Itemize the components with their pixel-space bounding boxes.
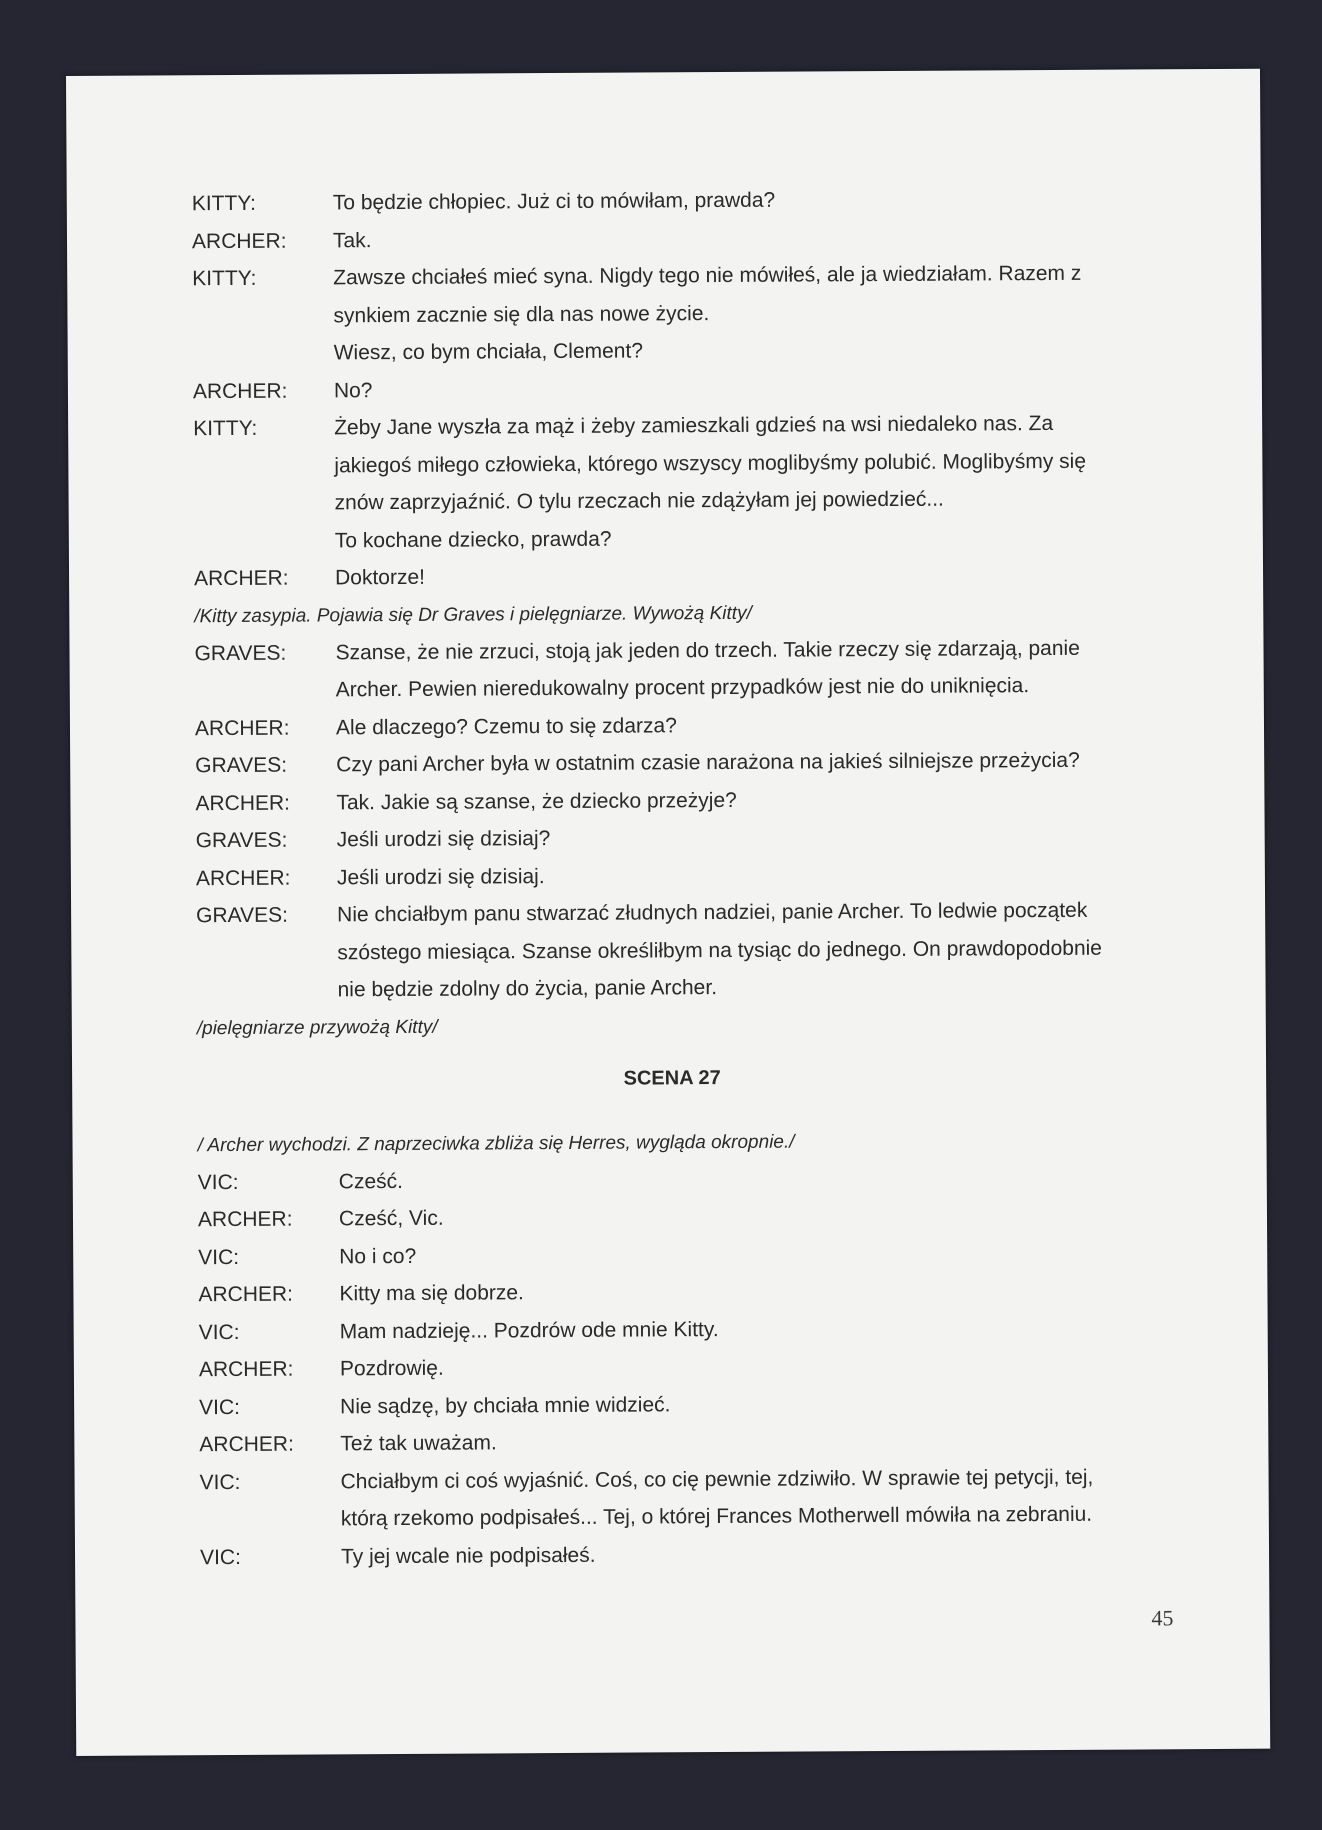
page-number: 45 — [1151, 1605, 1174, 1631]
dialogue-line: Mam nadzieję... Pozdrów ode mnie Kitty. — [339, 1317, 719, 1343]
speaker-name: KITTY: — [193, 416, 258, 441]
dialogue-text — [337, 854, 1146, 896]
dialogue-row — [199, 1383, 1149, 1426]
dialogue-row — [198, 1195, 1148, 1238]
dialogue-line: którą rzekomo podpisałeś... Tej, o której Frances Motherwell mówiła na zebraniu. — [340, 1502, 1093, 1531]
dialogue-line: Tak. — [332, 228, 372, 252]
speaker-name: ARCHER: — [198, 1357, 294, 1382]
dialogue-line: jakiegoś miłego człowieka, którego wszyscy moglibyśmy polubić. Moglibyśmy się — [334, 449, 1087, 477]
dialogue-row — [199, 1345, 1149, 1388]
dialogue-text — [334, 367, 1143, 409]
dialogue-line: To kochane dziecko, prawda? — [334, 527, 612, 552]
dialogue-text — [339, 1270, 1148, 1312]
dialogue-row — [192, 254, 1143, 372]
speaker-name: VIC: — [199, 1470, 241, 1494]
speaker-name: GRAVES: — [195, 753, 288, 778]
dialogue-text — [340, 1383, 1149, 1425]
dialogue-row — [200, 1533, 1150, 1576]
dialogue-text — [339, 1158, 1148, 1200]
dialogue-line: Żeby Jane wyszła za mąż i żeby zamieszkali gdzieś na wsi niedaleko nas. Za — [334, 411, 1054, 440]
scene-heading: SCENA 27 — [623, 1066, 721, 1090]
dialogue-row — [193, 404, 1144, 560]
dialogue-line: nie będzie zdolny do życia, panie Archer. — [337, 976, 718, 1002]
dialogue-row — [192, 217, 1142, 260]
speaker-name: VIC: — [199, 1395, 241, 1419]
dialogue-line: Ale dlaczego? Czemu to się zdarza? — [335, 713, 677, 739]
dialogue-row — [193, 367, 1143, 410]
script-page — [66, 69, 1270, 1756]
dialogue-text — [333, 179, 1142, 221]
dialogue-text — [333, 254, 1143, 371]
stage-direction: /pielęgniarze przywożą Kitty/ — [196, 1016, 438, 1039]
dialogue-line: synkiem zacznie się dla nas nowe życie. — [333, 301, 710, 327]
dialogue-line: Pozdrowię. — [339, 1356, 444, 1381]
dialogue-line: Jeśli urodzi się dzisiaj. — [336, 864, 545, 889]
speaker-name: GRAVES: — [194, 641, 287, 665]
dialogue-line: znów zaprzyjaźnić. O tylu rzeczach nie zdążyłam jej powiedzieć... — [334, 487, 944, 515]
speaker-name: ARCHER: — [197, 1207, 293, 1232]
speaker-name: ARCHER: — [199, 1432, 294, 1457]
dialogue-line: szóstego miesiąca. Szanse określiłbym na tysiąc do jednego. On prawdopodobnie — [337, 936, 1103, 964]
dialogue-row — [198, 1233, 1148, 1276]
speaker-name: KITTY: — [192, 266, 257, 291]
dialogue-block-1 — [192, 179, 1145, 597]
stage-direction: / Archer wychodzi. Z naprzeciwka zbliża się Herres, wygląda okropnie./ — [197, 1131, 795, 1156]
dialogue-line: Czy pani Archer była w ostatnim czasie narażona na jakieś silniejsze przeżycia? — [336, 748, 1080, 777]
dialogue-line: Nie sądzę, by chciała mnie widzieć. — [340, 1392, 671, 1418]
dialogue-row — [198, 1158, 1148, 1201]
dialogue-line: Cześć, Vic. — [338, 1206, 444, 1231]
dialogue-text — [336, 741, 1145, 783]
speaker-name: ARCHER: — [194, 716, 290, 740]
speaker-name: ARCHER: — [192, 379, 288, 403]
dialogue-row — [194, 629, 1144, 710]
dialogue-line: Jeśli urodzi się dzisiaj? — [336, 827, 551, 852]
speaker-name: KITTY: — [191, 191, 257, 216]
speaker-name: ARCHER: — [195, 866, 291, 890]
dialogue-text — [337, 816, 1146, 858]
speaker-name: ARCHER: — [194, 566, 289, 591]
dialogue-row — [195, 741, 1145, 784]
dialogue-line: Też tak uważam. — [340, 1431, 497, 1456]
dialogue-line: Archer. Pewien nieredukowalny procent przypadków jest nie do uniknięcia. — [335, 674, 1030, 702]
dialogue-row — [199, 1458, 1149, 1539]
dialogue-line: Kitty ma się dobrze. — [339, 1281, 524, 1306]
speaker-name: VIC: — [198, 1320, 240, 1344]
dialogue-row — [198, 1270, 1148, 1313]
dialogue-text — [340, 1345, 1149, 1387]
dialogue-row — [196, 816, 1146, 859]
dialogue-text — [333, 217, 1142, 259]
speaker-name: ARCHER: — [191, 229, 287, 253]
dialogue-text — [340, 1308, 1149, 1350]
dialogue-text — [339, 1233, 1148, 1275]
dialogue-line: To będzie chłopiec. Już ci to mówiłam, prawda? — [332, 188, 776, 215]
dialogue-text — [334, 404, 1144, 559]
speaker-name: VIC: — [199, 1545, 241, 1569]
speaker-name: ARCHER: — [195, 791, 291, 815]
dialogue-text — [336, 779, 1145, 821]
dialogue-text — [337, 891, 1147, 1008]
dialogue-text — [335, 629, 1144, 709]
dialogue-line: Tak. Jakie są szanse, że dziecko przeżyje? — [336, 788, 737, 814]
dialogue-block-3 — [198, 1158, 1151, 1576]
dialogue-text — [340, 1420, 1149, 1462]
dialogue-row — [196, 891, 1147, 1009]
dialogue-line: Zawsze chciałeś mieć syna. Nigdy tego nie mówiłeś, ale ja wiedziałam. Razem z — [333, 261, 1082, 290]
dialogue-row — [194, 554, 1144, 597]
dialogue-line: No i co? — [339, 1244, 417, 1268]
dialogue-line: No? — [333, 378, 373, 402]
dialogue-row — [195, 704, 1145, 747]
dialogue-line: Ty jej wcale nie podpisałeś. — [340, 1543, 596, 1568]
dialogue-row — [196, 854, 1146, 897]
speaker-name: VIC: — [198, 1245, 240, 1269]
dialogue-text — [339, 1195, 1148, 1237]
stage-direction: /Kitty zasypia. Pojawia się Dr Graves i pielęgniarze. Wywożą Kitty/ — [194, 602, 752, 627]
dialogue-text — [341, 1533, 1150, 1575]
speaker-name: ARCHER: — [198, 1282, 294, 1307]
dialogue-line: Chciałbym ci coś wyjaśnić. Coś, co cię pewnie zdziwiło. W sprawie tej petycji, tej, — [340, 1465, 1094, 1493]
dialogue-text — [336, 704, 1145, 746]
dialogue-text — [340, 1458, 1149, 1538]
dialogue-row — [199, 1420, 1149, 1463]
script-content — [192, 179, 1150, 1576]
speaker-name: GRAVES: — [196, 903, 289, 928]
speaker-name: VIC: — [197, 1170, 239, 1194]
dialogue-row — [192, 179, 1142, 222]
dialogue-line: Doktorze! — [335, 565, 426, 590]
dialogue-line: Cześć. — [338, 1169, 404, 1193]
dialogue-line: Wiesz, co bym chciała, Clement? — [333, 339, 644, 365]
speaker-name: GRAVES: — [195, 828, 288, 853]
dialogue-text — [335, 554, 1144, 596]
dialogue-block-2 — [194, 629, 1146, 1010]
dialogue-row — [195, 779, 1145, 822]
dialogue-row — [199, 1308, 1149, 1351]
dialogue-line: Szanse, że nie zrzuci, stoją jak jeden do trzech. Takie rzeczy się zdarzają, panie — [335, 636, 1080, 664]
dialogue-line: Nie chciałbym panu stwarzać złudnych nadziei, panie Archer. To ledwie początek — [337, 898, 1088, 927]
